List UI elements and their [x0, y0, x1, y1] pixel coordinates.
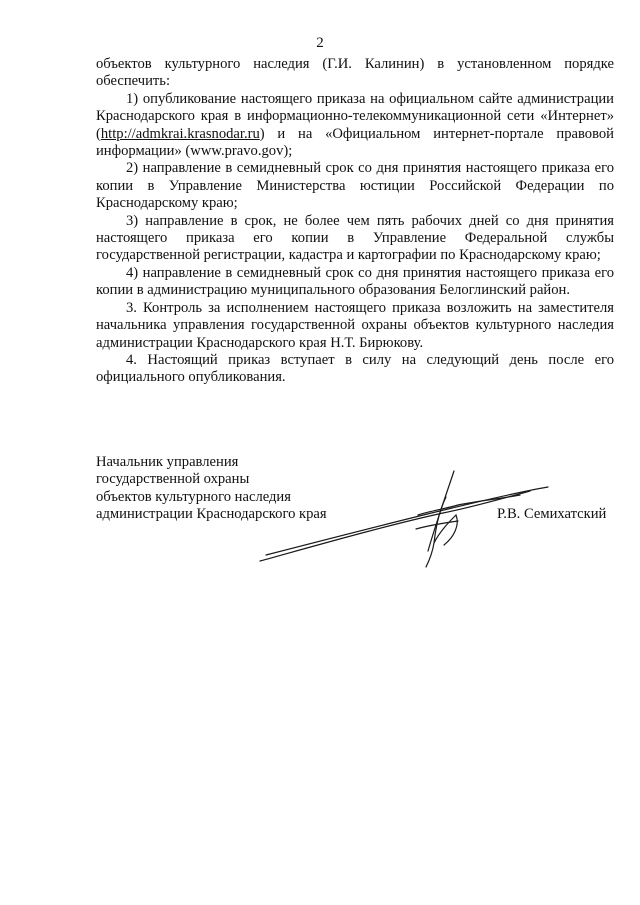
paragraph-control: 3. Контроль за исполнением настоящего приказа возложить на заместителя начальника управления государственной охраны объектов культурного наследия администрации Краснодарского края Н.Т. Бирюкову. [96, 299, 614, 351]
paragraph-item-1-text-b: ) и на «Официальном интернет-портале правовой информации» (www.pravo.gov); [96, 125, 614, 160]
signatory-title-line: объектов культурного наследия [96, 488, 291, 505]
paragraph-item-1-text-a: 1) опубликование настоящего приказа на официальном сайте администрации Краснодарского края в информационно-телекоммуникационной сети «Интернет» ( [96, 90, 614, 142]
signatory-title-line: администрации Краснодарского края [96, 506, 327, 523]
signatory-title-line: Начальник управления [96, 454, 239, 470]
paragraph-effective: 4. Настоящий приказ вступает в силу на следующий день после его официального опубликования. [96, 351, 614, 386]
paragraph-item-1 [96, 91, 614, 161]
document-body [96, 56, 614, 387]
signer-name: Р.В. Семихатский [497, 506, 607, 522]
paragraph-item-3: 3) направление в срок, не более чем пять рабочих дней со дня принятия настоящего приказа его копии в Управление Федеральной службы государственной регистрации, кадастра и картографии по Краснодарскому краю; [96, 212, 614, 264]
page-number: 2 [316, 35, 324, 51]
paragraph-intro: объектов культурного наследия (Г.И. Калинин) в установленном порядке обеспечить: [96, 56, 614, 90]
admkrai-link[interactable]: http://admkrai.krasnodar.ru [100, 125, 260, 142]
signatory-title-line: государственной охраны [96, 471, 250, 488]
paragraph-item-4: 4) направление в семидневный срок со дня принятия настоящего приказа его копии в администрацию муниципального образования Белоглинский район. [96, 264, 614, 299]
paragraph-item-2: 2) направление в семидневный срок со дня принятия настоящего приказа его копии в Управление Министерства юстиции Российской Федерации по Краснодарскому краю; [96, 160, 614, 212]
